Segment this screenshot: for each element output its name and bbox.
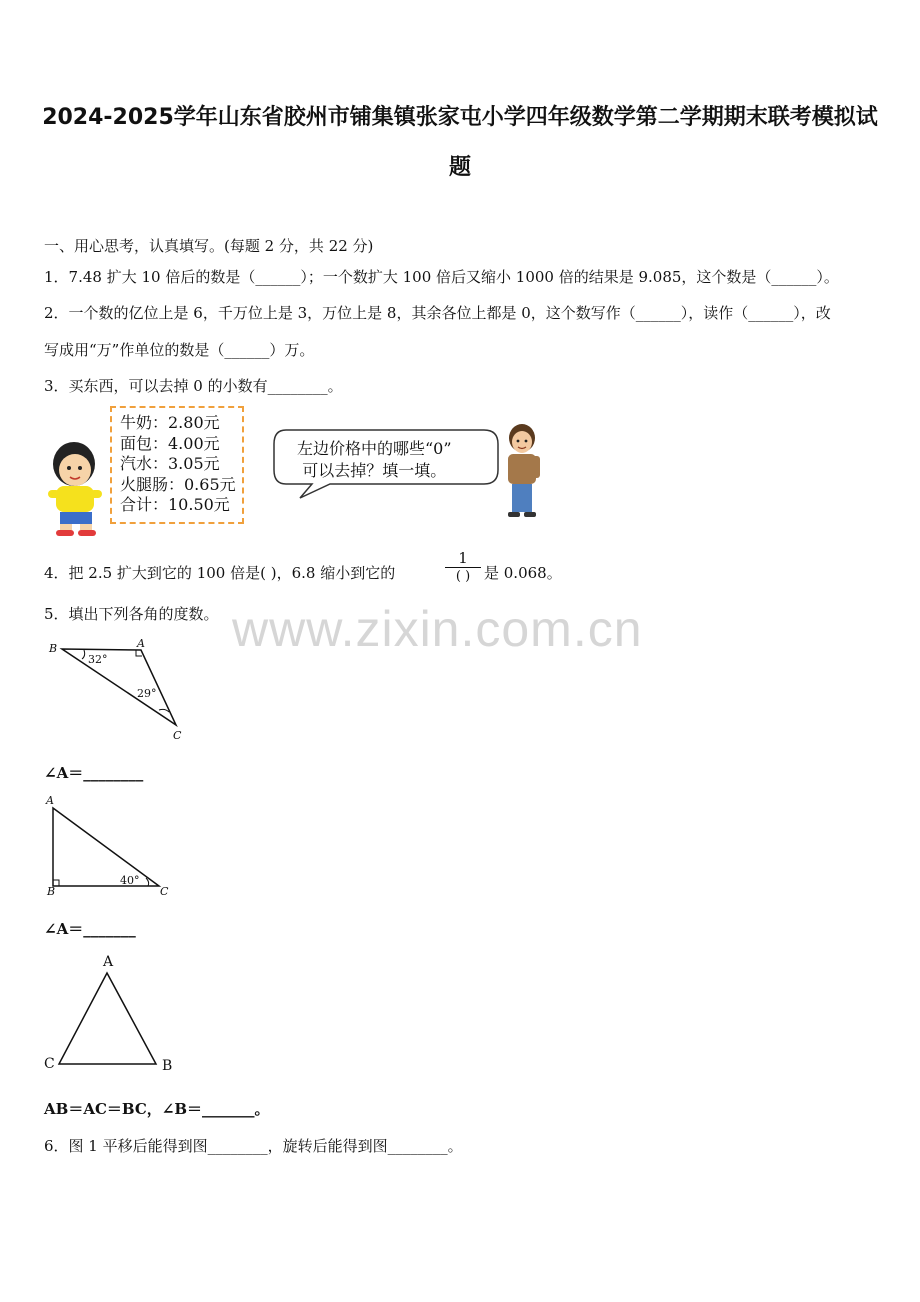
triangle-1-vertex-b: B [49, 642, 58, 655]
triangle-3-vertex-b: B [162, 1058, 173, 1074]
bubble-line-1: 左边价格中的哪些“0” [297, 439, 452, 458]
price-item: 牛奶：2.80元 [120, 413, 220, 432]
document-title-line1: 2024-2025学年山东省胶州市铺集镇张家屯小学四年级数学第二学期期末联考模拟试 [42, 105, 878, 130]
price-item: 面包：4.00元 [120, 433, 220, 453]
speech-bubble-text [297, 438, 452, 482]
answer-1: ∠A＝________ [44, 764, 144, 782]
price-item: 火腿肠：0.65元 [120, 474, 236, 494]
answer-2: ∠A＝_______ [44, 920, 136, 938]
question-2-line2: 写成用“万”作单位的数是（______）万。 [44, 341, 315, 359]
fraction-denominator: ( ) [455, 569, 471, 584]
section-heading: 一、用心思考，认真填写。(每题 2 分，共 22 分) [44, 237, 374, 255]
triangle-1-vertex-c: C [173, 729, 182, 742]
triangle-3-vertex-c: C [44, 1056, 55, 1072]
price-list-box [110, 406, 244, 524]
question-2-line1: 2．一个数的亿位上是 6，千万位上是 3，万位上是 8，其余各位上都是 0，这个数写作（______），读作（______），改 [44, 304, 831, 322]
teacher-illustration [496, 422, 544, 520]
triangle-2-vertex-b: B [47, 885, 56, 898]
question-4-after: 是 0.068。 [484, 564, 562, 582]
fraction [443, 549, 483, 586]
question-4-before: 4．把 2.5 扩大到它的 100 倍是( )，6.8 缩小到它的 [44, 564, 396, 582]
question-1: 1．7.48 扩大 10 倍后的数是（______）；一个数扩大 100 倍后又缩小 1000 倍的结果是 9.085，这个数是（______）。 [44, 268, 839, 286]
triangle-3-vertex-a: A [103, 954, 114, 970]
answer-3: AB＝AC＝BC，∠B＝_______。 [44, 1100, 270, 1118]
price-item: 合计：10.50元 [120, 495, 230, 515]
triangle-1-vertex-a: A [137, 637, 145, 650]
triangle-1-angle-b: 32° [88, 653, 108, 666]
price-item: 汽水：3.05元 [120, 454, 220, 474]
triangle-1-angle-c: 29° [137, 687, 157, 700]
triangle-1-figure [44, 636, 194, 746]
triangle-2-figure [44, 794, 174, 898]
triangle-2-vertex-a: A [46, 794, 54, 807]
document-title-line2: 题 [448, 155, 471, 180]
triangle-2-angle-c: 40° [120, 874, 140, 887]
watermark: www.zixin.com.cn [232, 601, 643, 657]
triangle-2-vertex-c: C [160, 885, 169, 898]
question-5: 5．填出下列各角的度数。 [44, 605, 219, 623]
boy-illustration [44, 440, 108, 538]
triangle-3-figure [44, 968, 174, 1068]
question-3: 3．买东西，可以去掉 0 的小数有________。 [44, 377, 343, 395]
fraction-numerator: 1 [458, 549, 468, 567]
question-6: 6．图 1 平移后能得到图________，旋转后能得到图________。 [44, 1137, 463, 1155]
bubble-line-2: 可以去掉？填一填。 [302, 461, 447, 480]
